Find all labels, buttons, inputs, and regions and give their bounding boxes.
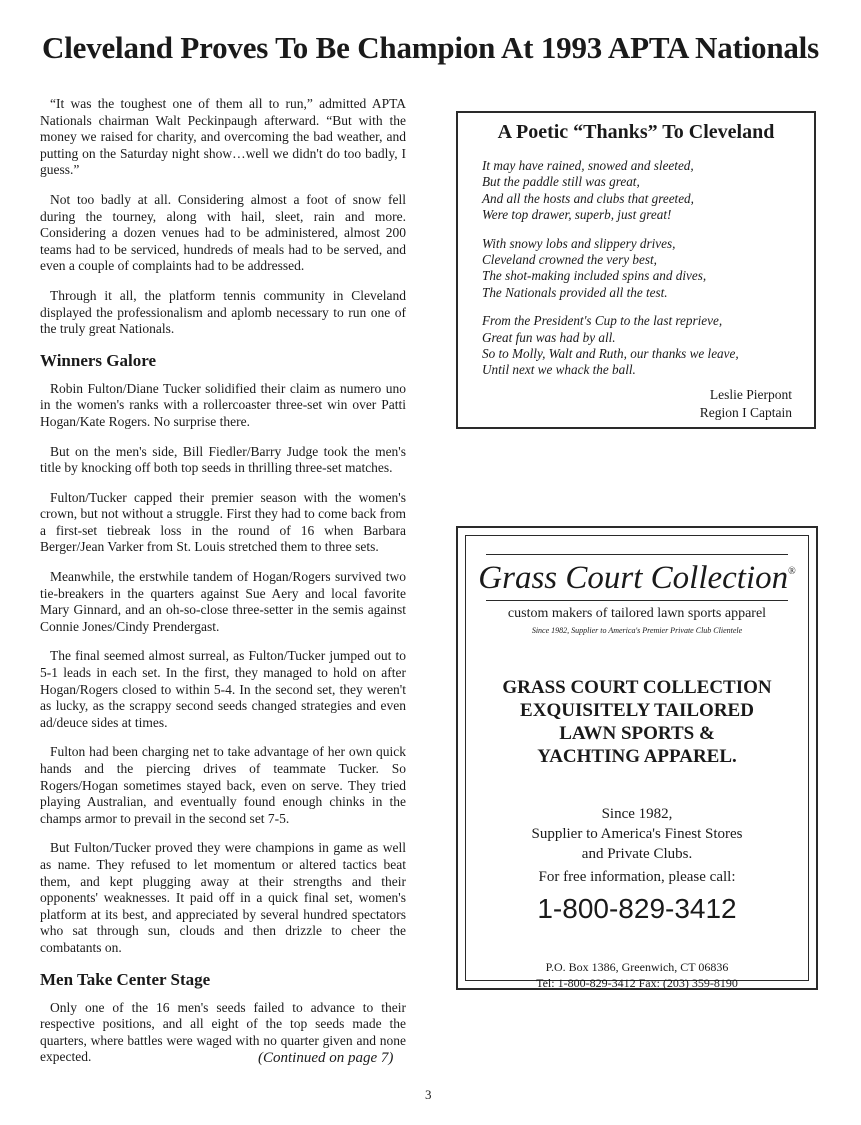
registered-mark: ® (788, 566, 796, 577)
ad-since-line: Since 1982, (601, 806, 673, 822)
ad-address (466, 959, 808, 991)
poem-stanza (482, 158, 812, 224)
poem-line: So to Molly, Walt and Ruth, our thanks we leave, (482, 346, 739, 362)
ad-phone-number: 1-800-829-3412 (537, 893, 737, 924)
article-paragraph: Only one of the 16 men's seeds failed to advance to their respective positions, and all eight of the top seeds made the quarters, where battles were waged with no quarter given and none expected. (40, 999, 406, 1065)
ad-heading-line: YACHTING APPAREL. (537, 746, 737, 767)
continued-note: (Continued on page 7) (258, 1050, 394, 1066)
poem-line: But the paddle still was great, (482, 174, 640, 190)
poem-stanza (482, 236, 812, 302)
poem-line: With snowy lobs and slippery drives, (482, 235, 676, 251)
poem-line: Until next we whack the ball. (482, 362, 636, 378)
ad-since-line: Supplier to America's Finest Stores (531, 826, 743, 842)
ad-divider (486, 600, 788, 601)
ad-heading-line: GRASS COURT COLLECTION (502, 677, 772, 698)
ad-since (466, 804, 808, 864)
ad-address-line: P.O. Box 1386, Greenwich, CT 06836 (545, 960, 729, 974)
poem-title: A Poetic “Thanks” To Cleveland (497, 121, 775, 143)
poem-line: And all the hosts and clubs that greeted, (482, 190, 694, 206)
article-column (40, 96, 406, 1079)
poem-line: From the President's Cup to the last reprieve, (482, 313, 723, 329)
ad-heading-line: EXQUISITELY TAILORED (520, 700, 754, 721)
article-paragraph: Not too badly at all. Considering almost a foot of snow fell during the tourney, along with hail, sleet, rain and more. Considering a dozen venues had to be administered, almost 200 teams had to be serviced, hundreds of meals had to be served, and even a couple of complaints had to be addressed. (40, 191, 406, 274)
poem-stanza (482, 313, 812, 379)
section-heading-winners: Winners Galore (40, 350, 157, 370)
article-paragraph: Through it all, the platform tennis community in Cleveland displayed the professionalism and aplomb necessary to run one of the truly great Nationals. (40, 287, 406, 337)
page-number: 3 (425, 1087, 432, 1102)
page-headline: Cleveland Proves To Be Champion At 1993 APTA Nationals (42, 30, 819, 65)
advertisement (456, 526, 818, 990)
ad-contact-line: Tel: 1-800-829-3412 Fax: (203) 359-8190 (536, 976, 738, 990)
ad-heading (466, 676, 808, 768)
poem-signature (700, 386, 792, 422)
ad-inner-border (465, 535, 809, 990)
poem-line: Were top drawer, superb, just great! (482, 207, 672, 223)
article-paragraph: Fulton had been charging net to take advantage of her own quick hands and the piercing drives of teammate Tucker. So Rogers/Hogan sometimes stayed back, even on serve. They tried playing Australian, and eventually found enough chinks in the champs armor to prevail in the second set 7-5. (40, 744, 406, 826)
article-paragraph: “It was the toughest one of them all to run,” admitted APTA Nationals chairman Walt Peckinpaugh afterward. “But with the money we raised for charity, and overcoming the bad weather, and putting on the Saturday night show…well we didn't do too badly, I guess.” (40, 96, 406, 178)
article-paragraph: Fulton/Tucker capped their premier season with the women's crown, but not without a struggle. First they had to come back from a first-set tiebreak loss in the round of 16 when Barbara Berger/Jean Varker from St. Louis stretched them to three sets. (40, 489, 406, 555)
poem-text (482, 158, 812, 391)
ad-brand-name: Grass Court Collection (478, 560, 789, 596)
ad-divider (486, 554, 788, 555)
poem-line: It may have rained, snowed and sleeted, (482, 158, 694, 173)
ad-heading-line: LAWN SPORTS & (559, 723, 715, 744)
article-paragraph: But on the men's side, Bill Fiedler/Barry Judge took the men's title by knocking off both top seeds in thrilling three-set matches. (40, 443, 406, 476)
signature-name: Leslie Pierpont (709, 387, 792, 402)
poem-line: The shot-making included spins and dives, (482, 268, 707, 284)
poem-line: Cleveland crowned the very best, (482, 252, 657, 268)
article-paragraph: The final seemed almost surreal, as Fulton/Tucker jumped out to 5-1 leads in each set. In the first, they managed to hold on after Hogan/Rogers closed to within 5-4. In the second set, they weren't as lucky, as the scrappy second seeds changed strategies and even ad/deuce sides at times. (40, 648, 406, 730)
poem-line: Great fun was had by all. (482, 329, 616, 345)
ad-brand-logo (466, 560, 808, 597)
ad-tagline: custom makers of tailored lawn sports apparel (507, 606, 767, 621)
ad-fine-print: Since 1982, Supplier to America's Premier Private Club Clientele (531, 626, 743, 635)
article-paragraph: Robin Fulton/Diane Tucker solidified their claim as numero uno in the women's ranks with a rollercoaster three-set win over Patti Hogan/Kate Rogers. No surprise there. (40, 380, 406, 429)
ad-since-line: and Private Clubs. (581, 846, 693, 862)
poem-line: The Nationals provided all the test. (482, 284, 668, 300)
signature-title: Region I Captain (699, 405, 792, 420)
ad-call-text: For free information, please call: (538, 869, 736, 885)
poem-sidebar (456, 111, 816, 429)
section-heading-men: Men Take Center Stage (40, 969, 211, 989)
article-paragraph: But Fulton/Tucker proved they were champions in game as well as name. They refused to let momentum or altered tactics beat them, and kept plugging away at their strengths and their opponents' weaknesses. It paid off in a quick final set, women's platform at its best, and appreciated by several hundred spectators who sat through sun, clouds and then drizzle to cheer the combatants on. (40, 840, 406, 955)
article-paragraph: Meanwhile, the erstwhile tandem of Hogan/Rogers survived two tie-breakers in the quarters against Sue Aery and local favorite Mary Ginnard, and an oh-so-close three-setter in the semis against Connie Jones/Cindy Prendergast. (40, 569, 406, 634)
